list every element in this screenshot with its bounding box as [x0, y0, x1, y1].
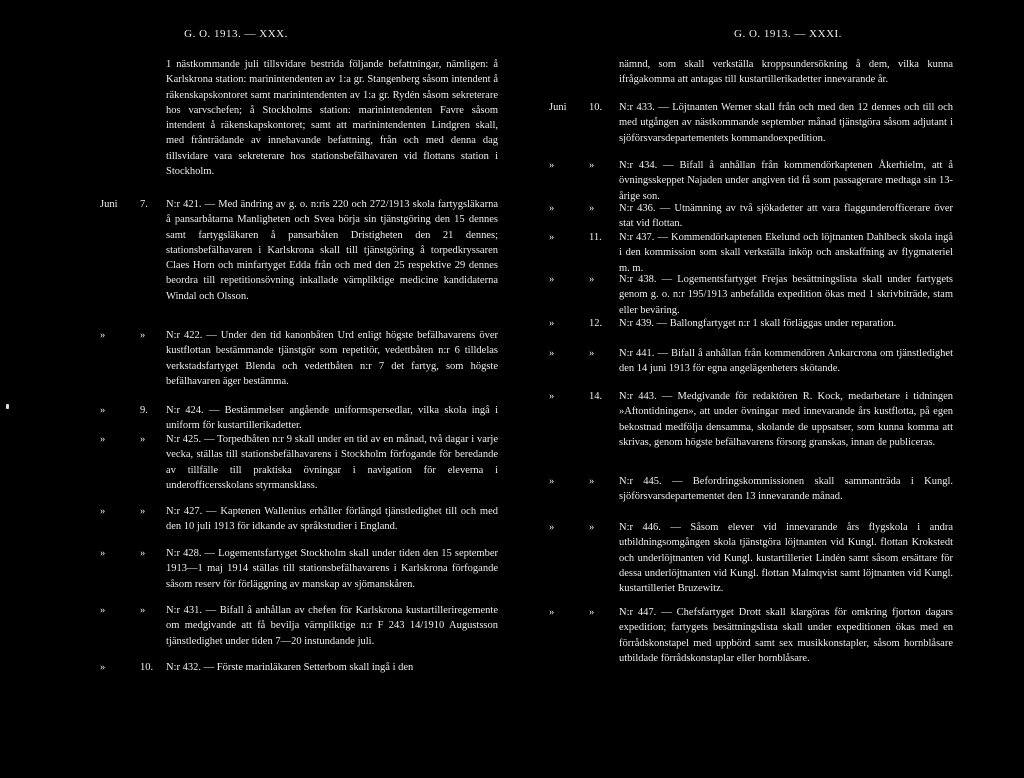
- entry-day: 10.: [589, 102, 603, 113]
- entry-month: »: [549, 274, 555, 285]
- entry-text: N:r 427. — Kaptenen Wallenius erhåller förlängd tjänstledighet till och med den 10 juli 1913 för idkande av språkstudier i England.: [166, 506, 498, 533]
- entry-text: N:r 424. — Bestämmelser angående uniformspersedlar, vilka skola ingå i uniform för kustartillerikadetter.: [166, 405, 498, 432]
- entry-day: »: [589, 348, 595, 359]
- entry-month: Juni: [549, 102, 567, 113]
- entry-month: »: [100, 605, 106, 616]
- page-header: G. O. 1913. — XXXI.: [734, 28, 842, 40]
- entry-day: 10.: [140, 662, 154, 673]
- entry-text: N:r 438. — Logementsfartyget Frejas besättningslista skall under fartygets genom g. o. n:r 195/1913 anbefallda expedition ökas med 1 skrivbiträde, stam eller beväring.: [619, 274, 953, 316]
- entry-text: N:r 446. — Såsom elever vid innevarande års flygskola i andra utbildningsomgången skola tjänstgöra löjtnanten vid Kungl. flottan Krokstedt och underlöjtnanten vid Kungl. kustartilleriet Lindén samt såsom ersättare för dessa underlöjtnanten vid Kungl. flottan Malmqvist samt löjtnanten vid Kungl. kustartilleriet Bruzewitz.: [619, 522, 953, 595]
- entry-day: »: [140, 434, 146, 445]
- entry-day: »: [140, 605, 146, 616]
- entry-day: »: [589, 476, 595, 487]
- entry-month: »: [549, 318, 555, 329]
- entry-day: 9.: [140, 405, 148, 416]
- entry-text: N:r 434. — Bifall å anhållan från kommendörkaptenen Åkerhielm, att å övningsskeppet Najaden under angiven tid få som passagerare medtaga sin 13-årige son.: [619, 160, 953, 202]
- margin-mark: [6, 404, 9, 409]
- entry-month: »: [549, 607, 555, 618]
- entry-day: »: [589, 607, 595, 618]
- entry-month: Juni: [100, 199, 118, 210]
- entry-month: »: [549, 232, 555, 243]
- entry-month: »: [100, 548, 106, 559]
- entry-day: 14.: [589, 391, 603, 402]
- entry-text: N:r 432. — Förste marinläkaren Setterbom skall ingå i den: [166, 662, 414, 673]
- entry-text: N:r 441. — Bifall å anhållan från kommendören Ankarcrona om tjänstledighet den 14 juni 1913 för egna angelägenheters skötande.: [619, 348, 953, 375]
- entry-text: N:r 443. — Medgivande för redaktören R. Kock, medarbetare i tidningen »Aftontidningen», att under övningar med innevarande års kustflotta, på egen bekostnad medfölja densamma, skolande de uppsatser, som kunna komma att skrivas, genom högste befälhavarens försorg granskas, innan de publiceras.: [619, 391, 953, 448]
- entry-day: 12.: [589, 318, 603, 329]
- entry-text: nämnd, som skall verkställa kroppsundersökning å dem, vilka kunna ifrågakomma att antagas till kustartillerikadetter innevarande år.: [619, 59, 953, 86]
- entry-text: N:r 439. — Ballongfartyget n:r 1 skall förläggas under reparation.: [619, 318, 897, 329]
- entry-day: »: [589, 203, 595, 214]
- entry-day: »: [140, 548, 146, 559]
- entry-month: »: [100, 330, 106, 341]
- entry-text: N:r 422. — Under den tid kanonbåten Urd enligt högste befälhavarens över kustflottan bestämmande tjänstgör som repetitör, vedettbåten n:r 6 tilldelas verkstadsfartyget Blenda och vedettbåten n:r 7 det fartyg, som högste befälhavaren äger bestämma.: [166, 330, 498, 387]
- entry-text: N:r 445. — Befordringskommissionen skall sammanträda i Kungl. sjöförsvarsdepartementet den 13 innevarande månad.: [619, 476, 953, 503]
- entry-text: N:r 433. — Löjtnanten Werner skall från och med den 12 dennes och till och med utgången av nästkommande september månad tjänstgöra såsom adjutant i sjöförsvarsdepartementets kommandoexpedition.: [619, 102, 953, 144]
- entry-day: »: [589, 522, 595, 533]
- entry-day: 11.: [589, 232, 602, 243]
- entry-month: »: [100, 434, 106, 445]
- entry-text: N:r 436. — Utnämning av två sjökadetter att vara flaggunderofficerare över stat vid flottan.: [619, 203, 953, 230]
- entry-text: N:r 428. — Logementsfartyget Stockholm skall under tiden den 15 september 1913—1 maj 1914 ställas till stationsbefälhavarens i Karlskrona förfogande såsom reserv för förläggning av manskap av sjömanskåren.: [166, 548, 498, 590]
- entry-month: »: [100, 506, 106, 517]
- entry-day: »: [140, 506, 146, 517]
- entry-text: N:r 421. — Med ändring av g. o. n:ris 220 och 272/1913 skola fartygsläkarna å pansarbåtarna Manligheten och Svea börja sin tjänstgöring den 15 dennes samt fartygsläkaren å pansarbåten Dristigheten den 21 dennes; stationsbefälhavaren i Karlskrona skall till tjänstgöring å torpedkryssaren Claes Horn och minfartyget Edda från och med den 25 respektive 29 dennes beordra till repetitionsövning inkallade värnpliktige medicine kandidaterna Windal och Olsson.: [166, 199, 498, 302]
- entry-month: »: [100, 662, 106, 673]
- entry-day: »: [589, 160, 595, 171]
- entry-text: N:r 437. — Kommendörkaptenen Ekelund och löjtnanten Dahlbeck skola ingå i den kommission som skall verkställa inköp och anskaffning av flygmateriel m. m.: [619, 232, 953, 274]
- entry-text: 1 nästkommande juli tillsvidare bestrida följande befattningar, nämligen: å Karlskrona station: marinintendenten av 1:a gr. Stangenberg såsom intendent å räkenskapskontoret samt marinintendenten av 1:a gr. Rydén såsom sekreterare hos varvschefen; å Stockholms station: marinintendenten Favre såsom intendent å räkenskapskontoret; samt att marinintendenten Lindgren skall, med frånträdande av innehavande befattning, från och med denna dag tillsvidare vara sekreterare hos stationsbefälhavaren vid flottans station i Stockholm.: [166, 59, 498, 178]
- entry-month: »: [549, 160, 555, 171]
- entry-text: N:r 425. — Torpedbåten n:r 9 skall under en tid av en månad, två dagar i varje vecka, ställas till stationsbefälhavarens i Stockholm förfogande för beredande av tillfälle till praktiska övningar i navigation för eleverna i underofficersskolans styrmansklass.: [166, 434, 498, 491]
- entry-month: »: [549, 203, 555, 214]
- right-page: [512, 0, 1024, 778]
- entry-text: N:r 431. — Bifall å anhållan av chefen för Karlskrona kustartilleriregemente om medgivande att få bevilja värnpliktige n:r F 243 14/1910 Augustsson tjänstledighet under tiden 7—20 instundande juli.: [166, 605, 498, 647]
- entry-day: »: [589, 274, 595, 285]
- entry-month: »: [100, 405, 106, 416]
- page-header: G. O. 1913. — XXX.: [184, 28, 288, 40]
- entry-month: »: [549, 522, 555, 533]
- entry-day: »: [140, 330, 146, 341]
- entry-day: 7.: [140, 199, 148, 210]
- entry-month: »: [549, 476, 555, 487]
- entry-month: »: [549, 348, 555, 359]
- entry-text: N:r 447. — Chefsfartyget Drott skall klargöras för omkring fjorton dagars expedition; fartygets besättningslista skall under expeditionen ökas med en förrådskonstapel med uppbörd samt sex musikkonstapler, såsom hornblåsare utbildade förrådskonstaplar eller hornblåsare.: [619, 607, 953, 664]
- entry-month: »: [549, 391, 555, 402]
